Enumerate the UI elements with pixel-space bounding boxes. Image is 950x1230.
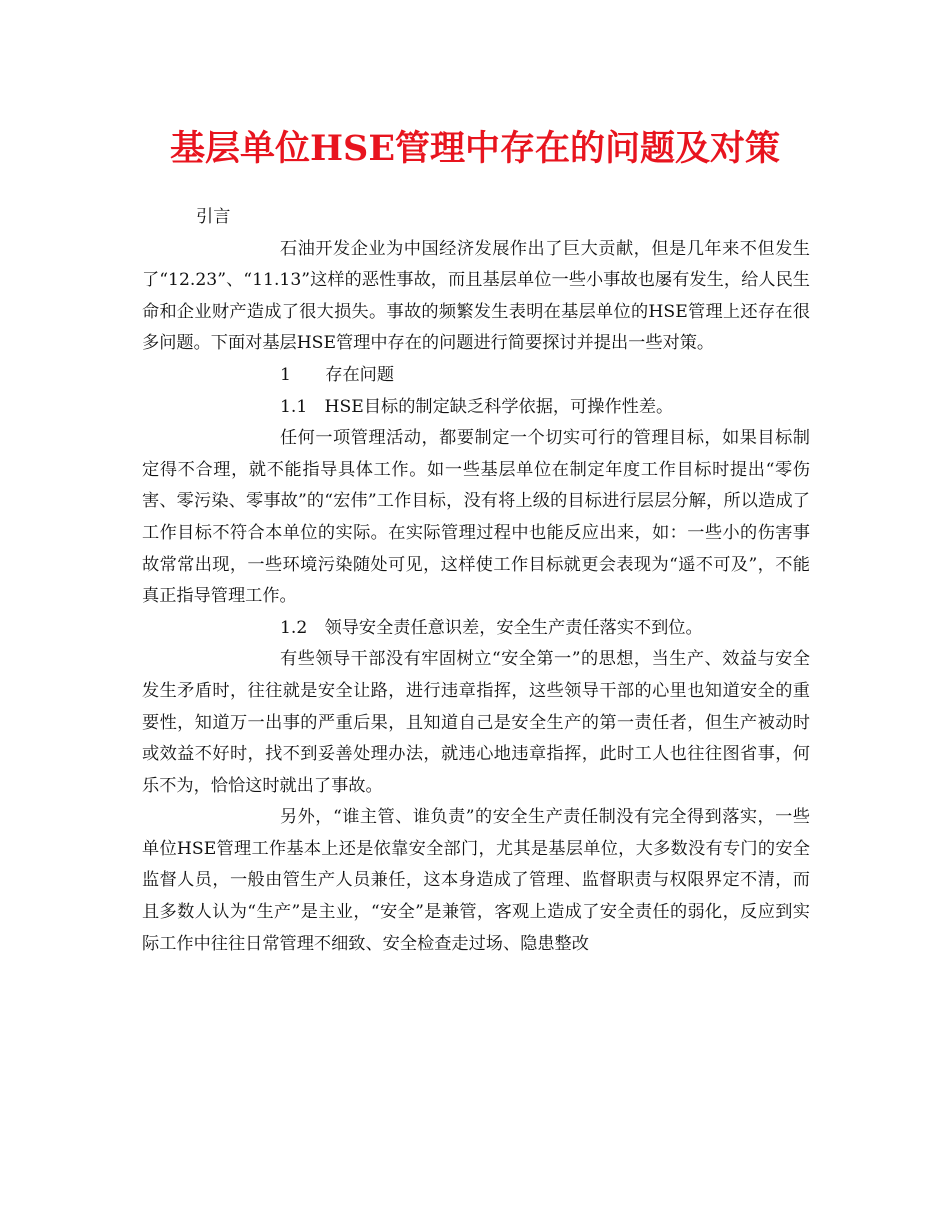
intro-heading: 引言 [196,207,231,227]
paragraph-1-2-b: 另外，“谁主管、谁负责”的安全生产责任制没有完全得到落实，一些单位HSE管理工作基本上还是依靠安全部门，尤其是基层单位，大多数没有专门的安全监督人员，一般由管生产人员兼任，这本身造成了管理、监督职责与权限界定不清，而且多数人认为“生产”是主业，“安全”是兼管，客观上造成了安全责任的弱化，反应到实际工作中往往日常管理不细致、安全检查走过场、隐患整改 [142,807,810,954]
paragraph-1-1: 任何一项管理活动，都要制定一个切实可行的管理目标，如果目标制定得不合理，就不能指导具体工作。如一些基层单位在制定年度工作目标时提出“零伤害、零污染、零事故”的“宏伟”工作目标，没有将上级的目标进行层层分解，所以造成了工作目标不符合本单位的实际。在实际管理过程中也能反应出来，如：一些小的伤害事故常常出现，一些环境污染随处可见，这样使工作目标就更会表现为“遥不可及”，不能真正指导管理工作。 [142,428,810,607]
intro-paragraph: 石油开发企业为中国经济发展作出了巨大贡献，但是几年来不但发生了“12.23”、“11.13”这样的恶性事故，而且基层单位一些小事故也屡有发生，给人民生命和企业财产造成了很大损失。事故的频繁发生表明在基层单位的HSE管理上还存在很多问题。下面对基层HSE管理中存在的问题进行简要探讨并提出一些对策。 [142,238,810,354]
paragraph-1-2-a: 有些领导干部没有牢固树立“安全第一”的思想，当生产、效益与安全发生矛盾时，往往就是安全让路，进行违章指挥，这些领导干部的心里也知道安全的重要性，知道万一出事的严重后果，且知道自己是安全生产的第一责任者，但生产被动时或效益不好时，找不到妥善处理办法，就违心地违章指挥，此时工人也往往图省事，何乐不为，恰恰这时就出了事故。 [142,649,810,796]
document-title: 基层单位HSE管理中存在的问题及对策 [169,128,781,169]
document-body [142,202,810,960]
subsection-heading-1-1: 1.1 HSE目标的制定缺乏科学依据，可操作性差。 [280,396,674,417]
section-heading-1: 1 存在问题 [280,364,395,385]
subsection-heading-1-2: 1.2 领导安全责任意识差，安全生产责任落实不到位。 [280,617,703,638]
